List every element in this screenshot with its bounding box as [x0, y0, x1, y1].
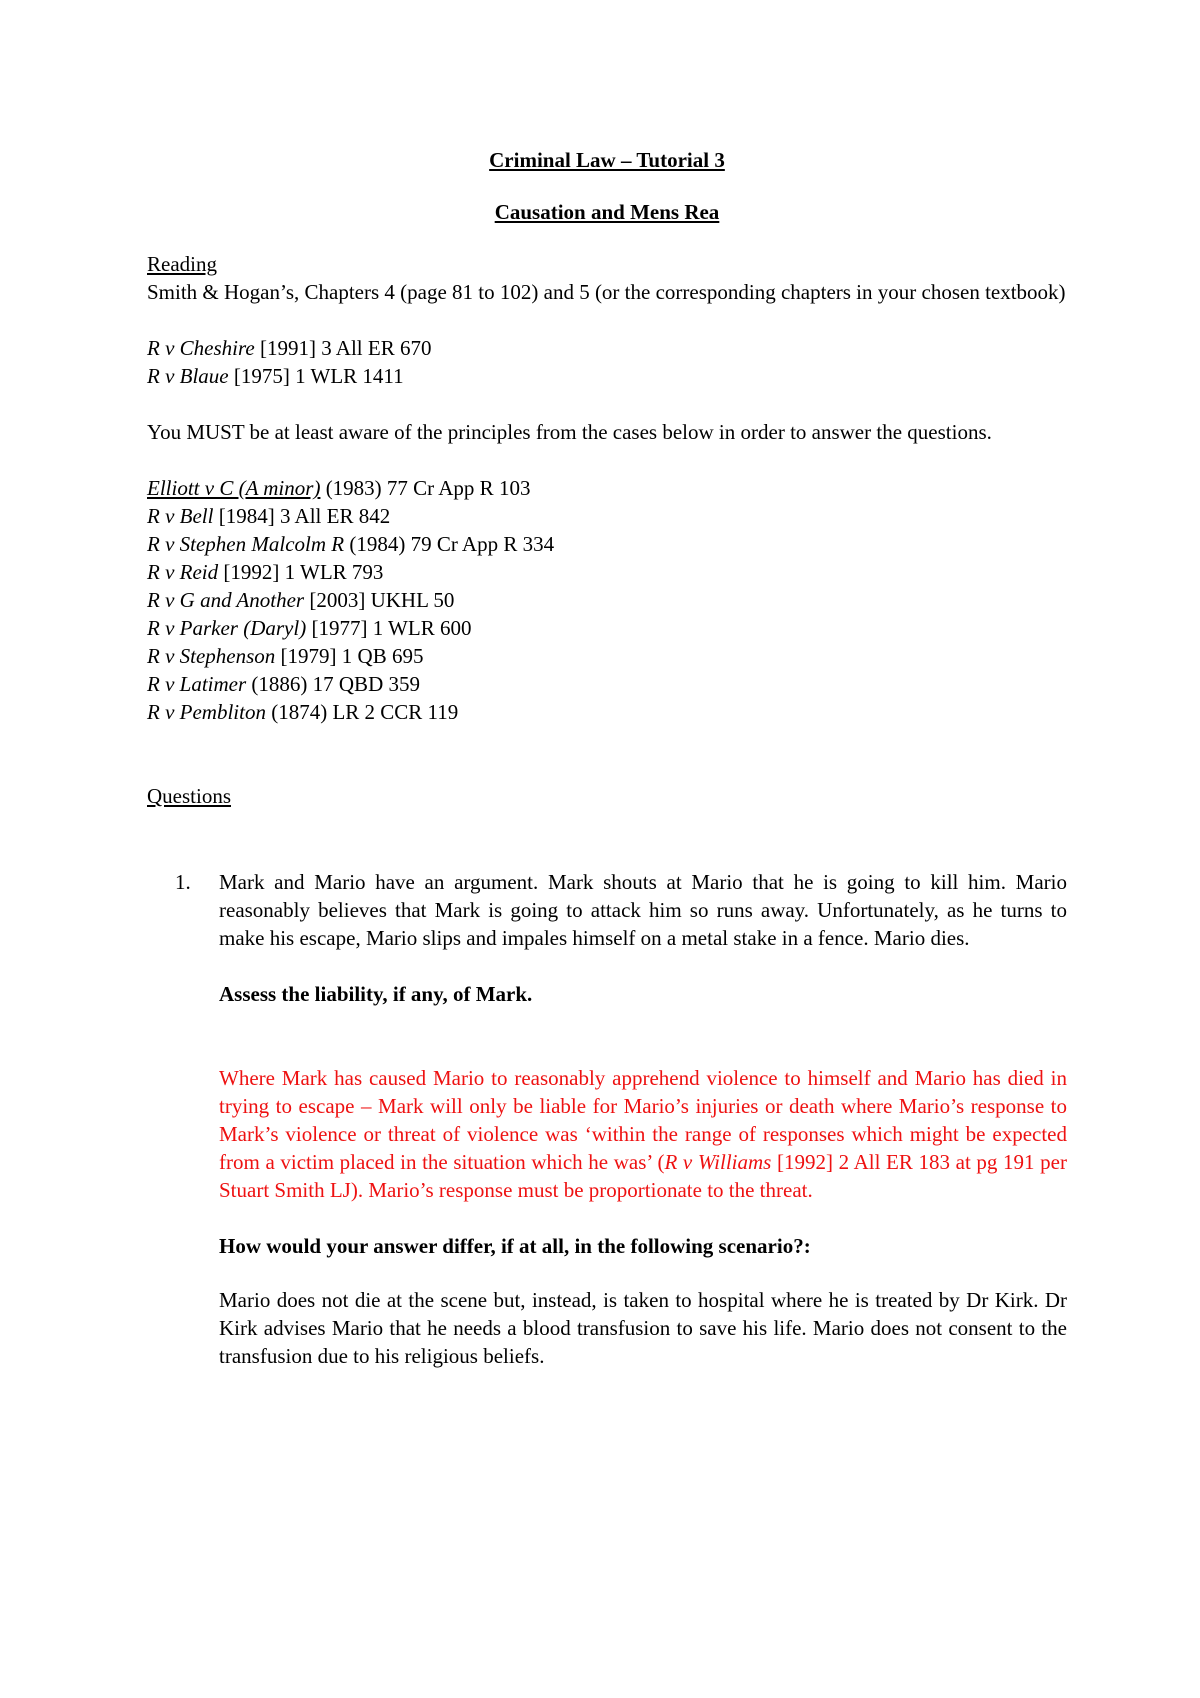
model-answer-case: R v Williams: [664, 1150, 772, 1174]
case-item: [147, 474, 1067, 502]
case-item: [147, 362, 1067, 390]
case-citation: [1979] 1 QB 695: [275, 644, 424, 668]
model-answer-part1: Where Mark has caused Mario to reasonably apprehend violence to himself and Mario has died in trying to escape – Mark will only be liable for Mario’s injuries or death where Mario’s response to Mark’s violence or threat of violence was ‘within the range of responses which might be expected from a victim placed in the situation which he was’ (: [219, 1066, 1067, 1174]
case-item: [147, 698, 1067, 726]
case-citation: (1886) 17 QBD 359: [246, 672, 420, 696]
case-citation: [1992] 1 WLR 793: [218, 560, 384, 584]
case-citation: [1984] 3 All ER 842: [213, 504, 391, 528]
case-name: R v Cheshire: [147, 336, 255, 360]
case-citation: (1984) 79 Cr App R 334: [344, 532, 555, 556]
case-item: [147, 530, 1067, 558]
case-name: R v Reid: [147, 560, 219, 584]
case-item: [147, 334, 1067, 362]
case-item: [147, 614, 1067, 642]
case-item: [147, 558, 1067, 586]
reading-heading: Reading: [147, 252, 217, 276]
case-citation: [1991] 3 All ER 670: [254, 336, 432, 360]
case-citation: (1983) 77 Cr App R 103: [320, 476, 531, 500]
case-name: R v Bell: [147, 504, 214, 528]
case-item: [147, 586, 1067, 614]
reading-case-list: [147, 334, 1067, 390]
question-scenario: Mark and Mario have an argument. Mark shouts at Mario that he is going to kill him. Mario reasonably believes that Mark is going to attack him so runs away. Unfortunately, as he turns to make his escape, Mario slips and impales himself on a metal stake in a fence. Mario dies.: [219, 870, 1067, 950]
case-item: [147, 502, 1067, 530]
case-name: R v G and Another: [147, 588, 305, 612]
questions-heading: Questions: [147, 784, 231, 808]
case-name: R v Stephenson: [147, 644, 276, 668]
must-know-text: You MUST be at least aware of the principles from the cases below in order to answer the questions.: [147, 420, 992, 444]
case-item: [147, 642, 1067, 670]
case-name: Elliott v C (A minor): [147, 476, 321, 500]
case-name: R v Stephen Malcolm R: [147, 532, 345, 556]
case-citation: [1975] 1 WLR 1411: [228, 364, 404, 388]
principle-case-list: [147, 474, 1067, 726]
case-name: R v Pembliton: [147, 700, 266, 724]
case-item: [147, 670, 1067, 698]
question-1: [147, 868, 1067, 1370]
case-citation: [1977] 1 WLR 600: [306, 616, 472, 640]
document-content: [147, 146, 1067, 1370]
question-number: 1.: [175, 870, 191, 894]
case-citation: (1874) LR 2 CCR 119: [265, 700, 459, 724]
document-subtitle: Causation and Mens Rea: [494, 200, 720, 224]
model-answer: [219, 1064, 1067, 1204]
reading-text: Smith & Hogan’s, Chapters 4 (page 81 to 102) and 5 (or the corresponding chapters in your chosen textbook): [147, 280, 1066, 304]
reading-section: [147, 250, 1067, 306]
question-task: Assess the liability, if any, of Mark.: [219, 982, 533, 1006]
case-citation: [2003] UKHL 50: [304, 588, 455, 612]
case-name: R v Latimer: [147, 672, 247, 696]
case-name: R v Blaue: [147, 364, 229, 388]
case-name: R v Parker (Daryl): [147, 616, 307, 640]
followup-scenario: Mario does not die at the scene but, instead, is taken to hospital where he is treated by Dr Kirk. Dr Kirk advises Mario that he needs a blood transfusion to save his life. Mario does not consent to the transfusion due to his religious beliefs.: [219, 1288, 1067, 1368]
document-title: Criminal Law – Tutorial 3: [489, 148, 725, 172]
model-answer-part2: [1992] 2 All ER 183 at pg 191 per Stuart Smith LJ). Mario’s response must be proportionate to the threat.: [219, 1150, 1067, 1202]
followup-question: How would your answer differ, if at all, in the following scenario?:: [219, 1234, 811, 1258]
